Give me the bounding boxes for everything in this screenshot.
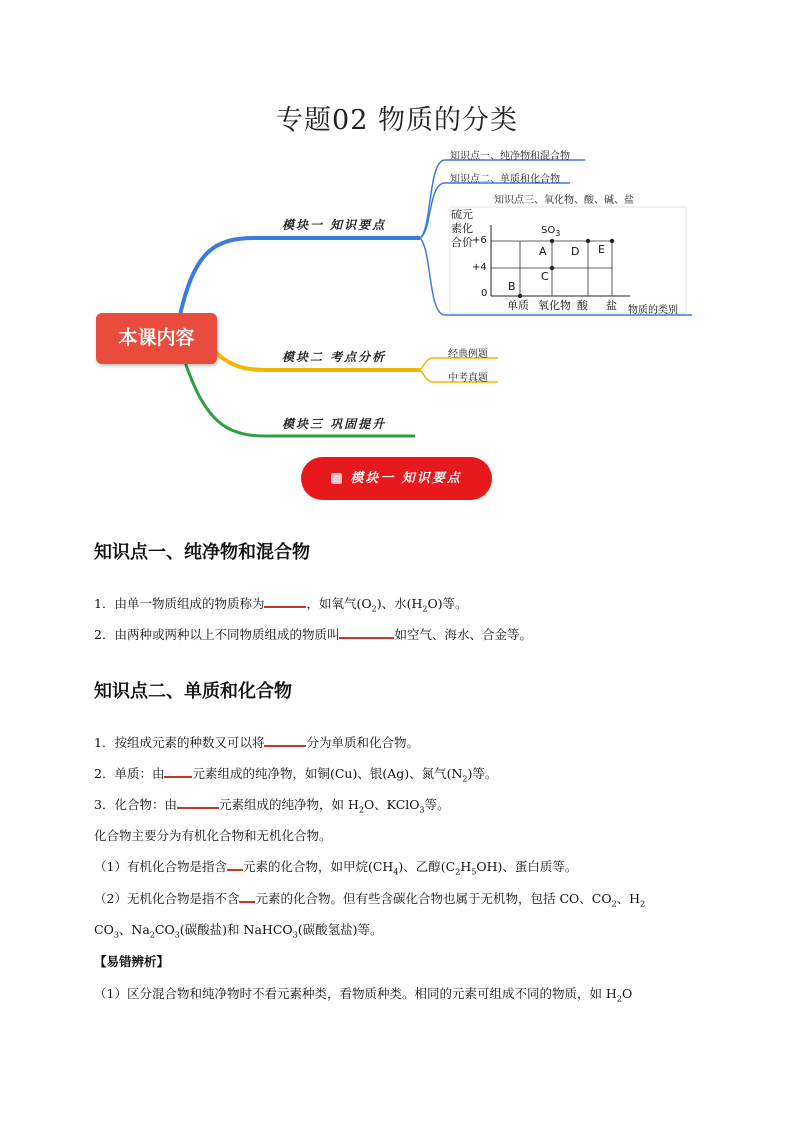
ytick-0: 0 xyxy=(481,288,488,299)
label-E: E xyxy=(598,243,605,256)
sec2-para-2: 2．单质：由 元素组成的纯净物，如铜(Cu)、银(Ag)、氮气$(N_2)$等。 xyxy=(94,766,498,784)
center-node: 本课内容 xyxy=(96,313,217,364)
xcat-3: 盐 xyxy=(606,299,617,312)
point-SO3 xyxy=(550,239,554,243)
page-title: 专题02 物质的分类 xyxy=(276,105,518,136)
sec2-para-9: （1）区分混合物和纯净物时不看元素种类，看物质种类。相同的元素可组成不同的物质，如 $H_2O$ xyxy=(94,986,633,1004)
branch3-label: 模块三 巩固提升 xyxy=(282,417,387,431)
xcat-2: 酸 xyxy=(577,299,588,312)
sec2-para-7: $CO_3$、$Na_2CO_3$(碳酸盐)和 NaHCO$_3$(碳酸氢盐)等。 xyxy=(94,922,383,940)
section-banner-label: 模块一 知识要点 xyxy=(350,471,462,486)
label-B: B xyxy=(508,280,516,293)
sec1-para-2: 2．由两种或两种以上不同物质组成的物质叫 如空气、海水、合金等。 xyxy=(94,627,532,642)
sec2-para-6: （2）无机化合物是指不含 元素的化合物。但有些含碳化合物也属于无机物，包括 CO、$CO_2$、$H_2$ xyxy=(94,891,646,909)
label-C: C xyxy=(541,270,549,283)
branch1-child-2: 知识点二、单质和化合物 xyxy=(450,174,560,185)
ytick-6: +6 xyxy=(472,235,487,246)
branch2-label: 模块二 考点分析 xyxy=(282,350,387,364)
section-banner xyxy=(301,457,492,500)
section2-heading: 知识点二、单质和化合物 xyxy=(94,681,292,702)
branch1-child-3: 知识点三、氧化物、酸、碱、盐 xyxy=(494,195,634,206)
mind-map xyxy=(0,140,794,460)
branch2-child-1: 经典例题 xyxy=(448,349,488,360)
xcat-1: 氧化物 xyxy=(538,299,571,312)
label-D: D xyxy=(571,245,580,258)
sec2-para-5: （1）有机化合物是指含 元素的化合物，如甲烷$(CH_4)$、乙醇$(C_2H_5OH)$、蛋白质等。 xyxy=(94,859,578,877)
label-A: A xyxy=(539,245,547,258)
sec2-para-3: 3．化合物：由 元素组成的纯净物，如 $H_2O$、KClO$_3$等。 xyxy=(94,797,450,815)
section1-heading: 知识点一、纯净物和混合物 xyxy=(94,542,310,563)
branch1-child-1: 知识点一、纯净物和混合物 xyxy=(450,151,570,162)
sec2-para-4: 化合物主要分为有机化合物和无机化合物。 xyxy=(94,828,332,843)
sec1-para-1: 1．由单一物质组成的物质称为 ，如氧气$(O_2)$、水$(H_2O)$等。 xyxy=(94,596,468,614)
error-analysis-heading: 【易错辨析】 xyxy=(94,954,170,969)
ytick-4: +4 xyxy=(472,262,487,273)
point-C xyxy=(550,266,554,270)
branch1-line xyxy=(180,238,420,315)
point-E xyxy=(610,239,614,243)
label-SO3: $SO_3$ xyxy=(541,225,561,238)
chart-ylabel: 硫元 素化 合价 xyxy=(451,208,473,249)
point-D xyxy=(586,239,590,243)
branch1-label: 模块一 知识要点 xyxy=(282,218,387,232)
sec2-para-1: 1．按组成元素的种数又可以将 分为单质和化合物。 xyxy=(94,735,419,750)
xcat-0: 单质 xyxy=(507,299,529,312)
book-icon xyxy=(331,473,342,484)
branch2-child-2: 中考真题 xyxy=(448,373,488,384)
chart-xlabel: 物质的类别 xyxy=(628,305,678,316)
